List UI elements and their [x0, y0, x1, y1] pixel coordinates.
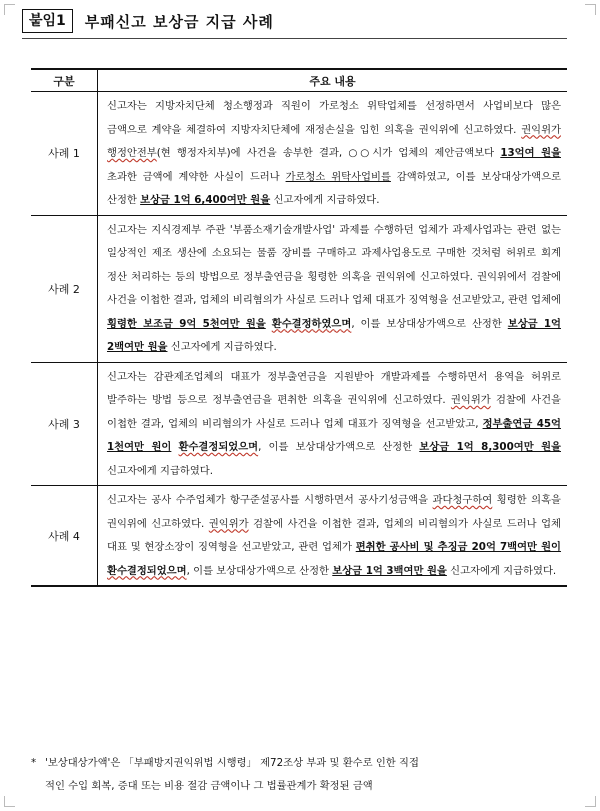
case-text-segment: 신고자에게 지급하였다.	[107, 464, 214, 477]
case-text-segment: 검찰에 사건을 이첩한 결과, 업체의 비리혐의가 사실로 드러나 업체 대표 및 현장소장이 징역형을 선고받았고, 관련 업체가	[107, 517, 561, 553]
footnote-line-2: 적인 수입 회복, 증대 또는 비용 절감 금액이나 그 법률관계가 확정된 금액	[45, 780, 373, 792]
case-text-segment: 보상금 1억 2백여만 원을	[107, 317, 561, 353]
page-title: 부패신고 보상금 지급 사례	[84, 12, 274, 31]
case-text-segment: 환수결정하였으며	[271, 317, 352, 330]
case-text-segment: 신고자에게 지급하였다.	[446, 564, 557, 577]
case-text-segment: 권익위가 행정안전부	[107, 123, 561, 159]
case-text-segment: , 이를 보상대상가액으로 산정한	[258, 441, 420, 453]
column-header-category: 구분	[31, 69, 98, 92]
case-text-segment: 횡령한 보조금 9억 5천여만 원을	[107, 317, 266, 330]
corner-mark	[585, 796, 596, 807]
case-text-segment: 신고자는 지방자치단체 청소행정과 직원이 가로청소 위탁업체를 선정하면서 사업비보다 많은 금액으로 계약을 체결하여 지방자치단체에 재정손실을 입힌 의혹을 권익위에 신고하였다.	[107, 100, 561, 136]
corner-mark	[4, 796, 15, 807]
case-label: 사례 1	[31, 92, 98, 216]
document-header	[22, 7, 274, 35]
case-text-segment: , 이를 보상대상가액으로 산정한	[351, 317, 508, 330]
table-row	[31, 215, 567, 362]
case-text-segment: 신고자에게 지급하였다.	[270, 194, 380, 206]
table-row	[31, 92, 567, 216]
case-text-segment: 횡령한 의혹을 권익위에 신고하였다.	[107, 494, 561, 530]
case-text-segment: 신고자는 지식경제부 주관 '부품소재기술개발사업' 과제를 수행하던 업체가 과제사업과는 관련 없는 일상적인 제조 생산에 소요되는 물품 장비를 구매하고 과제사업용도로 구매한 것처럼 허위로 회계 정산 처리하는 등의 방법으로 정부출연금을 횡령한 의혹을 권익위에 신고하였다. 권익위에서 검찰에 사건을 이첩한 결과, 업체의 비리혐의가 사실로 드러나 업체 대표가 징역형을 선고받았고, 관련 업체에	[107, 223, 561, 306]
case-text-segment: 가로청소 위탁사업비를	[285, 170, 391, 183]
corner-mark	[4, 4, 15, 15]
case-text-segment: 신고자에게 지급하였다.	[167, 341, 277, 353]
case-text-segment: 초과한 금액에 계약한 사실이 드러나	[107, 170, 286, 183]
case-text-segment: 편취한 공사비 및 추징금 20억 7백여만 원이	[355, 541, 562, 553]
case-text-segment: 보상금 1억 3백여만 원을	[332, 564, 447, 577]
case-label: 사례 2	[31, 215, 98, 362]
case-text-segment: 감액하였고, 이를 보상대상가액으로 산정한	[107, 170, 561, 206]
footnote-mark: *	[31, 757, 37, 769]
footnote-line-1: '보상대상가액'은 「부패방지권익위법 시행령」 제72조상 부과 및 환수로 인한 직접	[45, 757, 419, 769]
case-label: 사례 3	[31, 362, 98, 486]
case-text-segment: 보상금 1억 6,400여만 원을	[140, 194, 271, 206]
case-content	[98, 362, 568, 486]
case-label: 사례 4	[31, 486, 98, 587]
case-text-segment: 13억여 원을	[500, 147, 561, 159]
case-text-segment: 신고자는 공사 수주업체가 항구준설공사를 시행하면서 공사기성금액을	[107, 494, 433, 506]
case-text-segment: 권익위가	[450, 394, 491, 406]
corner-mark	[585, 4, 596, 15]
case-text-segment: 신고자는 감관제조업체의 대표가 정부출연금을 지원받아 개발과제를 수행하면서 용역을 허위로 발주하는 방법 등으로 정부출연금을 편취한 의혹을 권익위에 신고하였다.	[107, 370, 561, 406]
case-text-segment: 과다청구하여	[432, 494, 493, 506]
case-content	[98, 92, 568, 216]
case-content	[98, 215, 568, 362]
case-text-segment: (현 행정자치부)에 사건을 송부한 결과, ○○시가 업체의 제안금액보다	[156, 147, 501, 159]
cases-table	[31, 68, 567, 587]
case-content	[98, 486, 568, 587]
case-text-segment: 검찰에 사건을 이첩한 결과, 업체의 비리혐의가 사실로 드러나 업체 대표가 징역형을 선고받았고,	[107, 394, 561, 430]
case-text-segment: 환수결정되었으며	[178, 441, 259, 453]
table-body	[31, 92, 567, 587]
footnote	[31, 752, 571, 798]
case-text-segment: 정부출연금 45억 1천여만 원이	[107, 417, 561, 453]
case-text-segment	[171, 441, 178, 453]
case-text-segment: 보상금 1억 8,300여만 원을	[419, 441, 561, 453]
attachment-badge: 붙임1	[22, 9, 73, 33]
column-header-content: 주요 내용	[98, 69, 568, 92]
case-text-segment: 환수결정되었으며	[107, 564, 187, 577]
case-text-segment: , 이를 보상대상가액으로 산정한	[186, 564, 333, 577]
title-divider	[22, 38, 567, 39]
table-row	[31, 486, 567, 587]
table-header-row	[31, 69, 567, 92]
case-text-segment: 권익위가	[208, 517, 249, 530]
table-row	[31, 362, 567, 486]
